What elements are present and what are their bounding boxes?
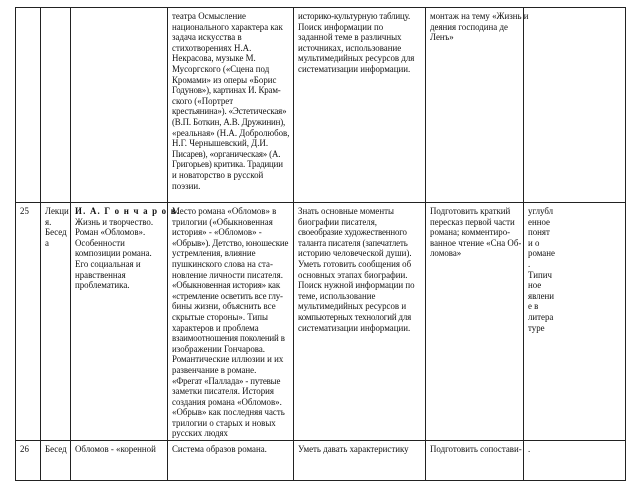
extra-line: понят xyxy=(528,227,550,238)
content-line: изображении Гончарова. xyxy=(172,343,265,354)
content-line: «Обыкновенная история» как xyxy=(172,280,280,291)
content-line: Кромами» из оперы «Борис xyxy=(172,74,277,85)
homework-line: ломова» xyxy=(430,248,462,259)
knowledge-line: Уметь готовить сообщения об xyxy=(298,258,412,269)
extra-line: . xyxy=(528,444,531,455)
topic-line: Его социальная и xyxy=(75,258,141,269)
knowledge-line: своеобразие художественного xyxy=(298,227,407,238)
content-line: задача искусства в xyxy=(172,32,242,43)
homework-cell xyxy=(426,441,524,481)
extra-line: и о xyxy=(528,237,540,248)
content-line: трилогии о старых и новых xyxy=(172,417,276,428)
topic-cell xyxy=(71,8,168,203)
content-line: крестьянина»). «Эстетическая» xyxy=(172,106,287,117)
knowledge-line: систематизации информации. xyxy=(298,63,411,74)
topic-line: Обломов - «коренной xyxy=(75,444,156,455)
content-line: поэзии. xyxy=(172,180,201,191)
content-line: Система образов романа. xyxy=(172,444,267,455)
content-line: Годунов»), картинах И. Крам- xyxy=(172,85,281,96)
content-line: Романтические иллюзии и их xyxy=(172,354,284,365)
table-row xyxy=(16,441,626,481)
lesson-type-cell: Бесед xyxy=(41,441,71,481)
homework-line: пересказ первой части xyxy=(430,216,515,227)
content-line: «Фрегат «Паллада» - путевые xyxy=(172,375,281,386)
knowledge-line: Знать основные моменты xyxy=(298,206,394,216)
knowledge-line: таланта писателя (запечатлеть xyxy=(298,237,408,248)
content-line: трилогии («Обыкновенная xyxy=(172,216,273,227)
lesson-type-cell: Лекци я. Бесед а xyxy=(41,203,71,441)
topic-line: нравственная xyxy=(75,269,126,280)
content-line: новление личности писателя. xyxy=(172,269,283,280)
lesson-plan-table xyxy=(15,7,626,481)
knowledge-cell xyxy=(294,203,426,441)
extra-line: романе xyxy=(528,248,555,259)
content-line: бины жизни, объяснить все xyxy=(172,301,276,312)
content-line: заметки писателя. История xyxy=(172,386,274,397)
content-line: «Обрыв»). Детство, юношеские xyxy=(172,237,289,248)
knowledge-line: мультимедийных ресурсов для xyxy=(298,53,415,64)
content-line: скрытые стороны». Типы xyxy=(172,311,268,322)
knowledge-line: историко-культурную таблицу. xyxy=(298,11,411,21)
content-line: создания романа «Обломов». xyxy=(172,396,282,407)
homework-line: Ленъ» xyxy=(430,32,454,43)
content-line: «реальная» (Н.А. Добролюбов, xyxy=(172,127,290,138)
content-line: «стремление осветить все глу- xyxy=(172,290,283,301)
content-line: Н.Г. Чернышевский, Д.И. xyxy=(172,138,269,149)
knowledge-line: биографии писателя, xyxy=(298,216,377,227)
extra-cell xyxy=(524,8,626,203)
homework-line: Подготовить краткий xyxy=(430,206,511,216)
knowledge-line: Поиск нужной информации по xyxy=(298,280,415,291)
homework-cell xyxy=(426,203,524,441)
content-line: характеров и проблема xyxy=(172,322,259,333)
content-line: Мусоргского («Сцена под xyxy=(172,63,270,74)
content-line: Писарев), «органическая» (А. xyxy=(172,148,281,159)
knowledge-line: мультимедийных ресурсов и xyxy=(298,301,407,312)
content-line: ского («Портрет xyxy=(172,95,234,106)
homework-cell xyxy=(426,8,529,203)
content-line: Некрасова, музыке М. xyxy=(172,53,256,64)
extra-line: Типич xyxy=(528,269,552,280)
knowledge-line: историю человеческой души). xyxy=(298,248,412,259)
homework-line: монтаж на тему «Жизнь и xyxy=(430,11,529,21)
homework-line: романа; комментиро- xyxy=(430,227,511,238)
extra-line: туре xyxy=(528,322,545,333)
table-row xyxy=(16,8,626,203)
extra-line: енное xyxy=(528,216,550,227)
knowledge-line: основных этапах биографии. xyxy=(298,269,408,280)
knowledge-cell xyxy=(294,8,426,203)
content-line: Григорьев) критика. Традиции xyxy=(172,159,283,170)
content-line: русских людях xyxy=(172,428,228,439)
extra-line: явлени xyxy=(528,290,555,301)
content-cell xyxy=(168,441,294,481)
content-line: история» - «Обломов» - xyxy=(172,227,262,238)
extra-line: е в xyxy=(528,301,539,312)
content-line: театра Осмысление xyxy=(172,11,246,21)
knowledge-line: источниках, использование xyxy=(298,42,402,53)
knowledge-line: теме, использование xyxy=(298,290,376,301)
topic-cell xyxy=(71,441,168,481)
knowledge-line: компьютерных технологий для xyxy=(298,311,412,322)
topic-line: Жизнь и творчество. xyxy=(75,216,154,227)
content-line: устремления, влияние xyxy=(172,248,256,259)
content-line: стихотворениях Н.А. xyxy=(172,42,252,53)
author-name: И. А. Г о н ч а р о в. xyxy=(75,206,181,216)
homework-line: ванное чтение «Сна Об- xyxy=(430,237,522,248)
lesson-type-cell xyxy=(41,8,71,203)
content-line: Место романа «Обломов» в xyxy=(172,206,277,216)
topic-line: проблематика. xyxy=(75,280,130,291)
homework-line: деяния господина де xyxy=(430,21,508,32)
homework-line: Подготовить сопостави- xyxy=(430,444,522,455)
extra-line: ное xyxy=(528,280,542,291)
topic-line: Роман «Обломов». xyxy=(75,227,146,238)
knowledge-cell xyxy=(294,441,426,481)
lesson-number-cell: 25 xyxy=(16,203,41,441)
lesson-number-cell: 26 xyxy=(16,441,41,481)
content-line: развенчание в романе. xyxy=(172,364,257,375)
content-cell xyxy=(168,8,294,203)
table-row xyxy=(16,203,626,441)
content-line: «Обрыв» как последняя часть xyxy=(172,407,285,418)
content-line: пушкинского слова на ста- xyxy=(172,258,273,269)
extra-line: литера xyxy=(528,311,554,322)
lesson-number-cell xyxy=(16,8,41,203)
content-line: национального характера как xyxy=(172,21,283,32)
knowledge-line: Уметь давать характеристику xyxy=(298,444,409,455)
content-line: (В.П. Боткин, А.В. Дружинин), xyxy=(172,116,286,127)
topic-line: Особенности xyxy=(75,237,125,248)
extra-cell xyxy=(524,203,626,441)
content-line: взаимоотношения поколений в xyxy=(172,333,285,344)
topic-line: композиции романа. xyxy=(75,248,152,259)
topic-cell xyxy=(71,203,181,441)
content-line: и новаторство в русской xyxy=(172,169,264,180)
knowledge-line: систематизации информации. xyxy=(298,322,411,333)
extra-line: . xyxy=(528,258,531,269)
extra-cell xyxy=(524,441,626,481)
knowledge-line: заданной теме в различных xyxy=(298,32,402,43)
content-cell xyxy=(168,203,294,441)
knowledge-line: Поиск информации по xyxy=(298,21,384,32)
extra-line: углубл xyxy=(528,206,554,216)
